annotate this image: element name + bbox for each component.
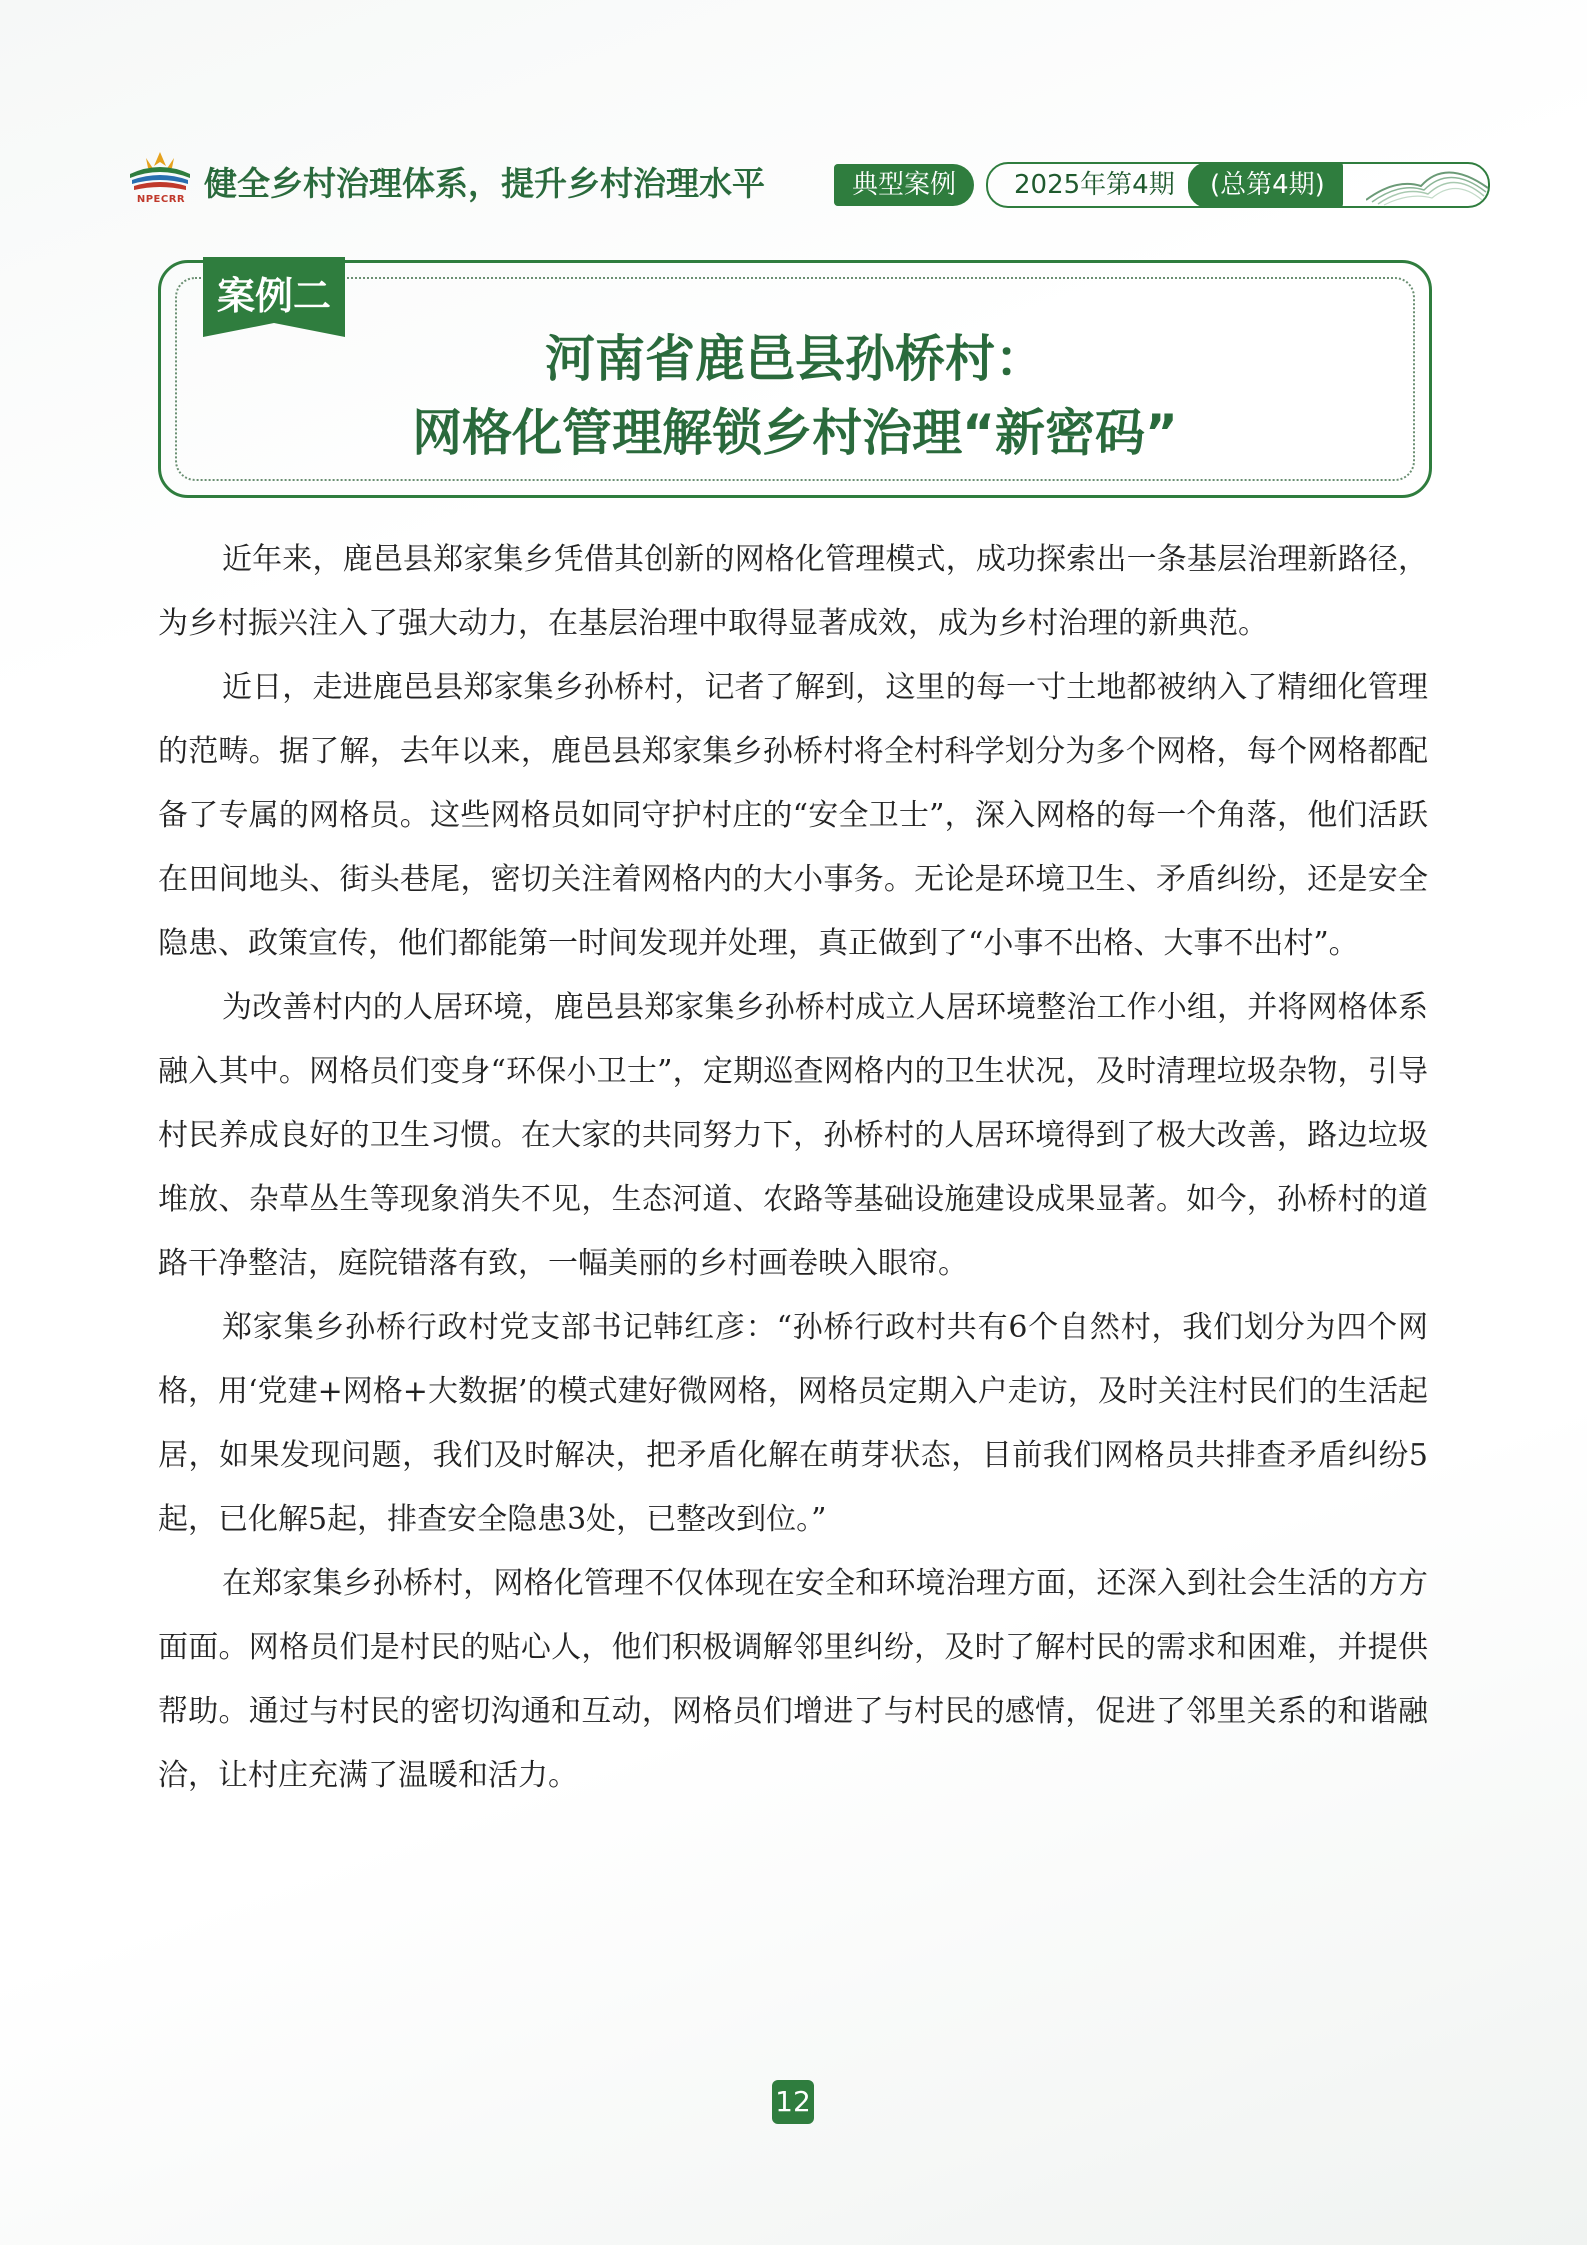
- case-label: 案例二: [216, 274, 331, 318]
- npecrr-logo: [124, 148, 196, 214]
- article-title-box: [158, 260, 1432, 498]
- issue-number: 2025年第4期: [1014, 170, 1175, 200]
- header-title: 健全乡村治理体系，提升乡村治理水平: [204, 164, 765, 203]
- hills-decoration-icon: [1366, 148, 1488, 206]
- article-body: [158, 528, 1428, 1808]
- issue-total: (总第4期): [1188, 162, 1343, 208]
- article-title-line-2: 网格化管理解锁乡村治理“新密码”: [412, 404, 1178, 462]
- paragraph: 在郑家集乡孙桥村，网格化管理不仅体现在安全和环境治理方面，还深入到社会生活的方方面面。网格员们是村民的贴心人，他们积极调解邻里纠纷，及时了解村民的需求和困难，并提供帮助。通过与村民的密切沟通和互动，网格员们增进了与村民的感情，促进了邻里关系的和谐融洽，让村庄充满了温暖和活力。: [158, 1566, 1428, 1793]
- paragraph: 为改善村内的人居环境，鹿邑县郑家集乡孙桥村成立人居环境整治工作小组，并将网格体系融入其中。网格员们变身“环保小卫士”，定期巡查网格内的卫生状况，及时清理垃圾杂物，引导村民养成良好的卫生习惯。在大家的共同努力下，孙桥村的人居环境得到了极大改善，路边垃圾堆放、杂草丛生等现象消失不见，生态河道、农路等基础设施建设成果显著。如今，孙桥村的道路干净整洁，庭院错落有致，一幅美丽的乡村画卷映入眼帘。: [158, 990, 1428, 1281]
- paragraph: 近年来，鹿邑县郑家集乡凭借其创新的网格化管理模式，成功探索出一条基层治理新路径，为乡村振兴注入了强大动力，在基层治理中取得显著成效，成为乡村治理的新典范。: [158, 542, 1428, 641]
- paragraph: 近日，走进鹿邑县郑家集乡孙桥村，记者了解到，这里的每一寸土地都被纳入了精细化管理的范畴。据了解，去年以来，鹿邑县郑家集乡孙桥村将全村科学划分为多个网格，每个网格都配备了专属的网格员。这些网格员如同守护村庄的“安全卫士”，深入网格的每一个角落，他们活跃在田间地头、街头巷尾，密切关注着网格内的大小事务。无论是环境卫生、矛盾纠纷，还是安全隐患、政策宣传，他们都能第一时间发现并处理，真正做到了“小事不出格、大事不出村”。: [158, 670, 1428, 961]
- page-header: [124, 148, 1484, 218]
- page-number: 12: [772, 2080, 814, 2124]
- article-title-line-1: 河南省鹿邑县孙桥村：: [545, 330, 1045, 388]
- logo-text: NPECRR: [136, 194, 186, 205]
- paragraph: 郑家集乡孙桥行政村党支部书记韩红彦：“孙桥行政村共有6个自然村，我们划分为四个网格，用‘党建+网格+大数据’的模式建好微网格，网格员定期入户走访，及时关注村民们的生活起居，如果发现问题，我们及时解决，把矛盾化解在萌芽状态，目前我们网格员共排查矛盾纠纷5起，已化解5起，排查安全隐患3处，已整改到位。”: [158, 1310, 1428, 1537]
- header-tag: 典型案例: [834, 164, 974, 206]
